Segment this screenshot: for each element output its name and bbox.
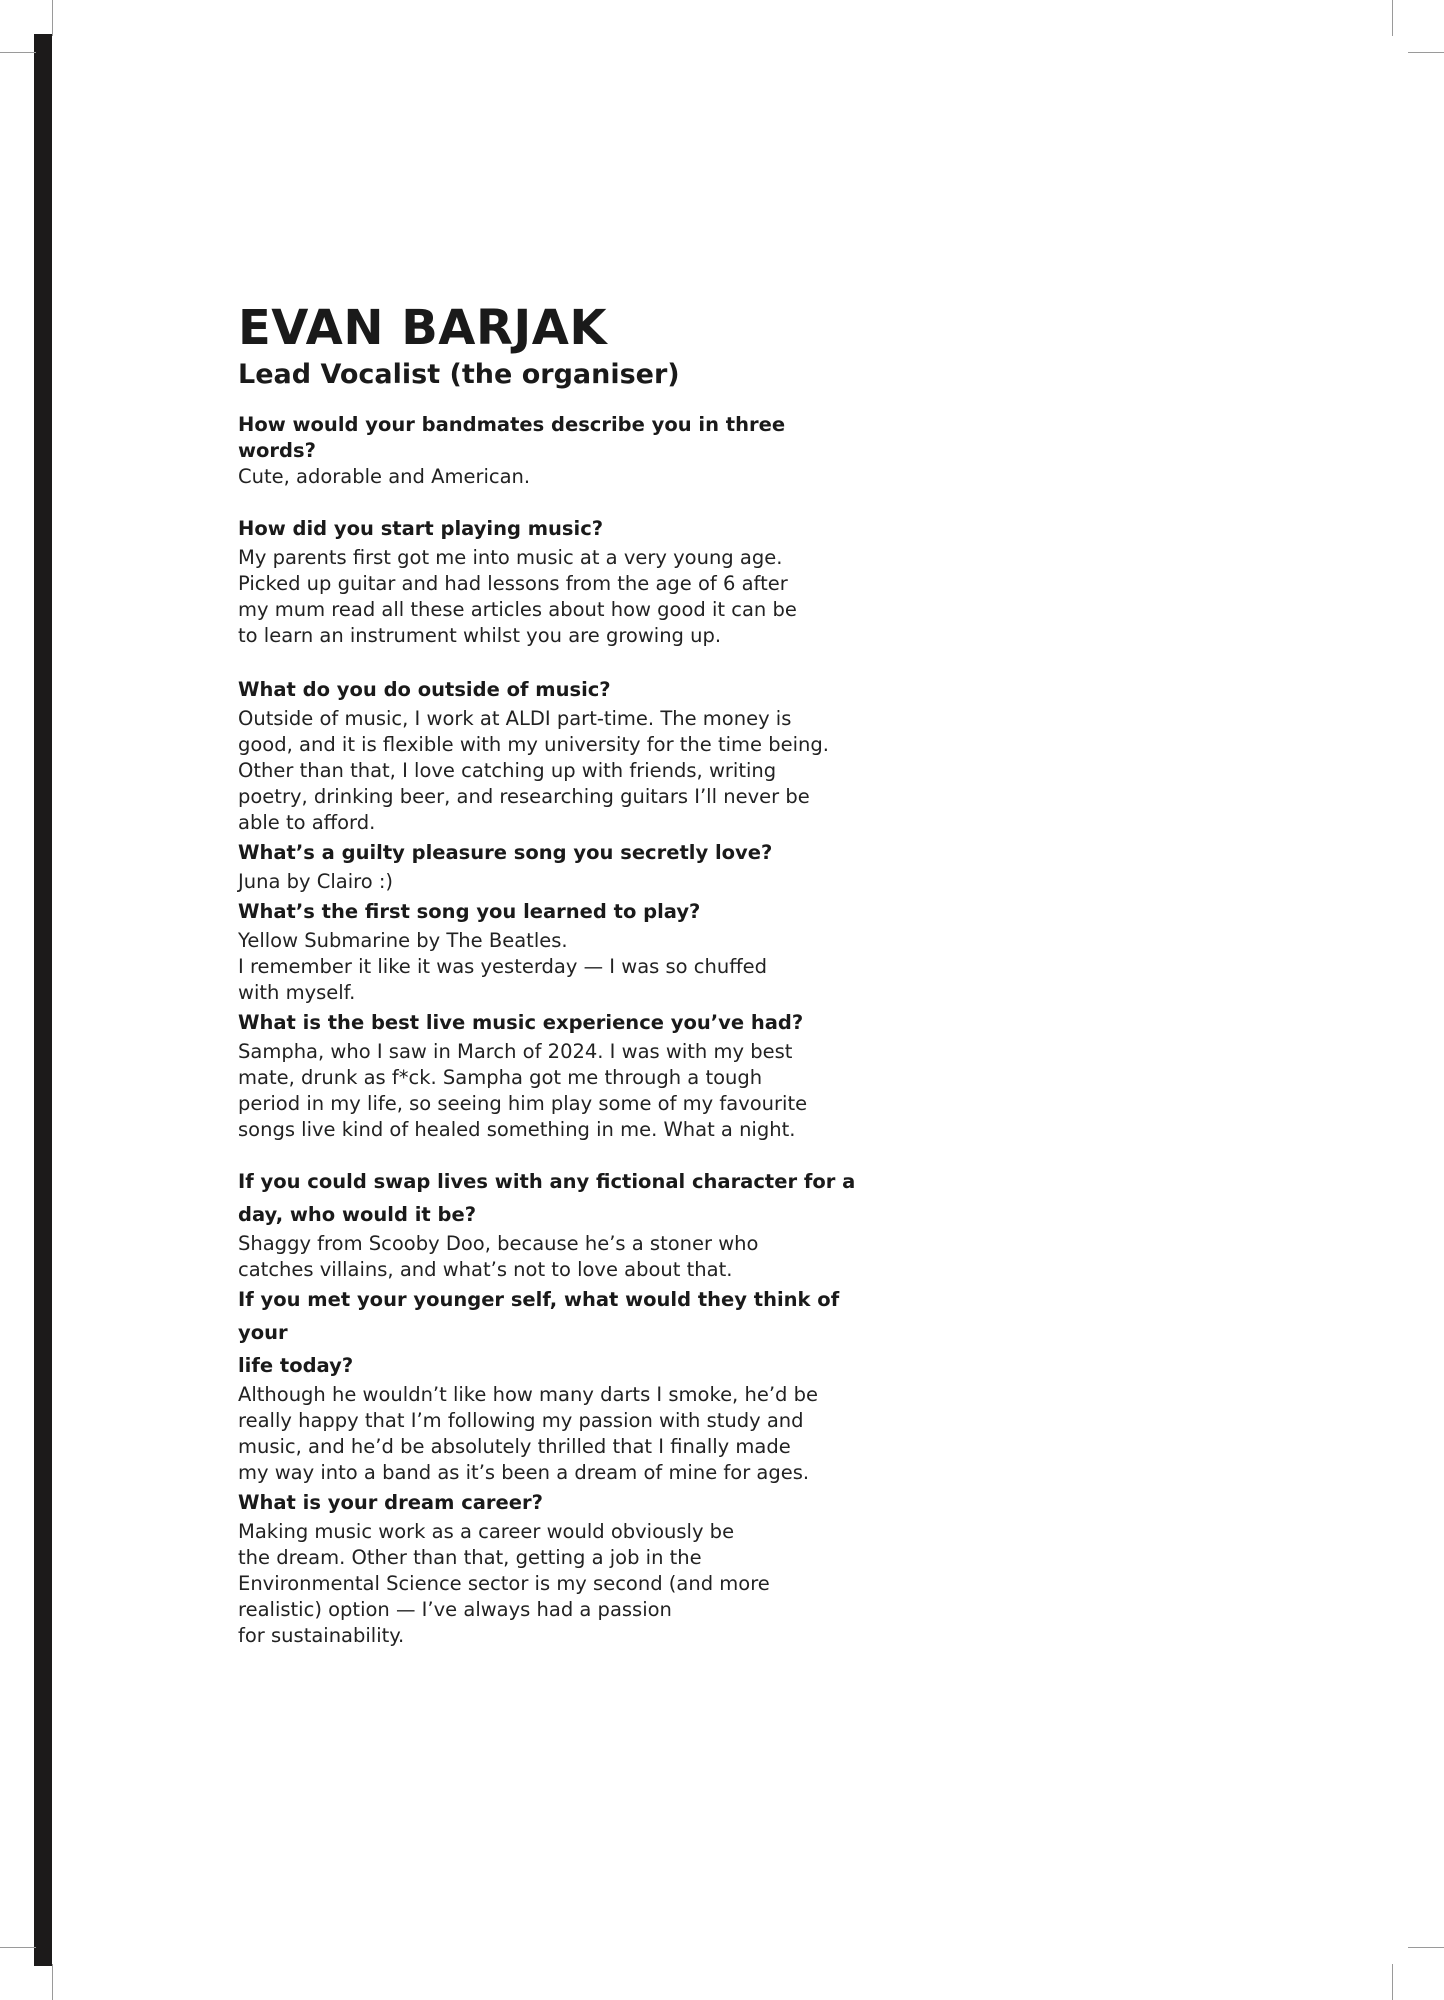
answer: Making music work as a career would obviously be the dream. Other than that, getting a job in the Environmental Science sector is my second (and more realistic) option — I’ve always had a passion for sustainability.: [238, 1519, 770, 1647]
answer: My parents first got me into music at a very young age. Picked up guitar and had lessons from the age of 6 after my mum read all these articles about how good it can be to learn an instrument whilst you are growing up.: [238, 545, 797, 647]
crop-mark-bottom-right: [1392, 1964, 1393, 2000]
qa-item: [238, 1486, 858, 1649]
question: What do you do outside of music?: [238, 677, 611, 701]
qa-item: [238, 836, 858, 895]
profile-role: Lead Vocalist (the organiser): [238, 359, 680, 390]
question: What is your dream career?: [238, 1490, 543, 1514]
profile-name: EVAN BARJAK: [238, 300, 608, 356]
crop-mark-left-top: [0, 52, 36, 53]
question: If you could swap lives with any fictional character for a day, who would it be?: [238, 1169, 856, 1226]
question: How did you start playing music?: [238, 516, 604, 540]
question: How would your bandmates describe you in three words?: [238, 412, 786, 462]
binding-spine: [34, 34, 52, 1966]
question: What’s a guilty pleasure song you secretly love?: [238, 840, 773, 864]
answer: Cute, adorable and American.: [238, 464, 531, 488]
answer: Outside of music, I work at ALDI part-time. The money is good, and it is flexible with my university for the time being. Other than that, I love catching up with friends, writing poetry, drinking beer, and researching guitars I’ll never be able to afford.: [238, 706, 829, 834]
profile-article: [238, 296, 858, 1649]
crop-mark-left-bottom: [0, 1947, 36, 1948]
qa-item: [238, 1165, 858, 1283]
answer: Yellow Submarine by The Beatles. I remember it like it was yesterday — I was so chuffed with myself.: [238, 928, 768, 1004]
crop-mark-bottom-left: [52, 1964, 53, 2000]
question: If you met your younger self, what would they think of your life today?: [238, 1287, 840, 1377]
qa-item: [238, 1006, 858, 1143]
qa-item: [238, 412, 858, 490]
answer: Although he wouldn’t like how many darts I smoke, he’d be really happy that I’m following my passion with study and music, and he’d be absolutely thrilled that I finally made my way into a band as it’s been a dream of mine for ages.: [238, 1382, 818, 1484]
question: What’s the first song you learned to play?: [238, 899, 701, 923]
question: What is the best live music experience you’ve had?: [238, 1010, 804, 1034]
qa-item: [238, 895, 858, 1006]
crop-mark-top-right: [1392, 0, 1393, 36]
qa-item: [238, 1283, 858, 1486]
answer: Shaggy from Scooby Doo, because he’s a stoner who catches villains, and what’s not to love about that.: [238, 1231, 759, 1281]
answer: Sampha, who I saw in March of 2024. I was with my best mate, drunk as f*ck. Sampha got me through a tough period in my life, so seeing him play some of my favourite songs live kind of healed something in me. What a night.: [238, 1039, 808, 1141]
crop-mark-right-bottom: [1408, 1947, 1444, 1948]
qa-item: [238, 673, 858, 836]
crop-mark-right-top: [1408, 52, 1444, 53]
crop-mark-top-left: [52, 0, 53, 36]
qa-item: [238, 512, 858, 649]
answer: Juna by Clairo :): [238, 869, 394, 893]
